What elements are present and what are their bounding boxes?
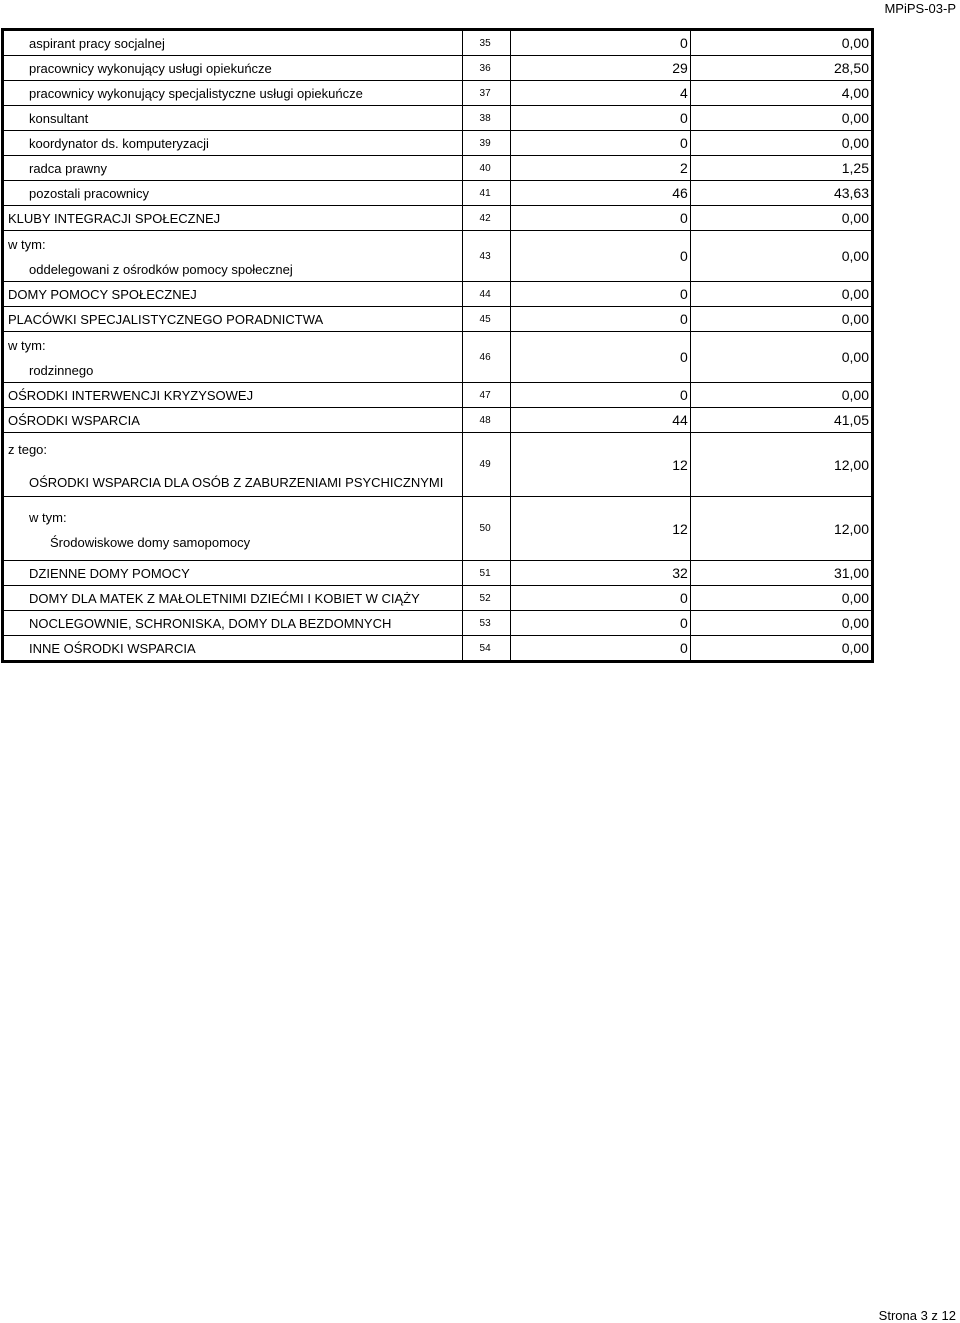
row-number: 37 xyxy=(462,81,510,106)
table-row xyxy=(4,206,872,231)
row-count: 0 xyxy=(510,231,690,282)
table-row xyxy=(4,81,872,106)
row-label-cell xyxy=(4,561,463,586)
row-label: OŚRODKI WSPARCIA xyxy=(8,412,140,428)
row-fte: 41,05 xyxy=(690,408,871,433)
row-fte: 0,00 xyxy=(690,106,871,131)
row-label-cell xyxy=(4,636,463,661)
row-number: 46 xyxy=(462,332,510,383)
row-count: 12 xyxy=(510,433,690,497)
row-fte: 0,00 xyxy=(690,383,871,408)
row-label: pracownicy wykonujący usługi opiekuńcze xyxy=(29,60,272,76)
table-row xyxy=(4,433,872,497)
table-row xyxy=(4,31,872,56)
row-label: pozostali pracownicy xyxy=(29,185,149,201)
row-number: 40 xyxy=(462,156,510,181)
row-count: 0 xyxy=(510,611,690,636)
row-fte: 12,00 xyxy=(690,497,871,561)
row-fte: 28,50 xyxy=(690,56,871,81)
row-label-cell xyxy=(4,156,463,181)
row-label-cell xyxy=(4,231,463,282)
row-prefix: w tym: xyxy=(8,237,46,252)
table-row xyxy=(4,332,872,383)
row-label: OŚRODKI WSPARCIA DLA OSÓB Z ZABURZENIAMI PSYCHICZNYMI xyxy=(29,474,444,490)
row-number: 52 xyxy=(462,586,510,611)
row-number: 48 xyxy=(462,408,510,433)
row-fte: 0,00 xyxy=(690,131,871,156)
table-row xyxy=(4,307,872,332)
row-count: 4 xyxy=(510,81,690,106)
row-fte: 0,00 xyxy=(690,31,871,56)
row-number: 36 xyxy=(462,56,510,81)
row-number: 50 xyxy=(462,497,510,561)
row-label: KLUBY INTEGRACJI SPOŁECZNEJ xyxy=(8,210,221,226)
row-label-cell xyxy=(4,81,463,106)
row-fte: 0,00 xyxy=(690,586,871,611)
row-count: 2 xyxy=(510,156,690,181)
row-label-cell xyxy=(4,181,463,206)
row-fte: 1,25 xyxy=(690,156,871,181)
row-label-cell xyxy=(4,408,463,433)
table-row xyxy=(4,586,872,611)
row-number: 39 xyxy=(462,131,510,156)
row-label-cell xyxy=(4,31,463,56)
row-count: 32 xyxy=(510,561,690,586)
table-row xyxy=(4,561,872,586)
row-count: 0 xyxy=(510,586,690,611)
row-count: 0 xyxy=(510,31,690,56)
row-fte: 0,00 xyxy=(690,282,871,307)
table-row xyxy=(4,131,872,156)
row-count: 0 xyxy=(510,282,690,307)
row-prefix: z tego: xyxy=(8,441,48,457)
row-number: 38 xyxy=(462,106,510,131)
row-label-cell xyxy=(4,106,463,131)
row-number: 54 xyxy=(462,636,510,661)
table-row xyxy=(4,231,872,282)
row-fte: 0,00 xyxy=(690,307,871,332)
row-count: 29 xyxy=(510,56,690,81)
table-row xyxy=(4,156,872,181)
row-label: Środowiskowe domy samopomocy xyxy=(50,534,251,550)
row-label-cell xyxy=(4,332,463,383)
row-fte: 31,00 xyxy=(690,561,871,586)
row-label: OŚRODKI INTERWENCJI KRYZYSOWEJ xyxy=(8,387,254,403)
row-number: 45 xyxy=(462,307,510,332)
table-row xyxy=(4,383,872,408)
row-label: oddelegowani z ośrodków pomocy społecznej xyxy=(29,262,293,277)
table-row xyxy=(4,106,872,131)
row-number: 53 xyxy=(462,611,510,636)
table-row xyxy=(4,282,872,307)
row-label: PLACÓWKI SPECJALISTYCZNEGO PORADNICTWA xyxy=(8,311,324,327)
row-number: 42 xyxy=(462,206,510,231)
row-count: 46 xyxy=(510,181,690,206)
row-number: 47 xyxy=(462,383,510,408)
row-label: DOMY DLA MATEK Z MAŁOLETNIMI DZIEĆMI I KOBIET W CIĄŻY xyxy=(29,590,420,606)
row-fte: 43,63 xyxy=(690,181,871,206)
row-fte: 12,00 xyxy=(690,433,871,497)
table-row xyxy=(4,611,872,636)
row-label: radca prawny xyxy=(29,160,108,176)
row-label-cell xyxy=(4,586,463,611)
row-count: 0 xyxy=(510,131,690,156)
row-fte: 4,00 xyxy=(690,81,871,106)
staff-table xyxy=(1,28,874,663)
row-count: 0 xyxy=(510,307,690,332)
row-count: 0 xyxy=(510,636,690,661)
row-label-cell xyxy=(4,206,463,231)
row-label: DZIENNE DOMY POMOCY xyxy=(29,565,190,581)
row-label-cell xyxy=(4,282,463,307)
row-count: 0 xyxy=(510,106,690,131)
row-label: koordynator ds. komputeryzacji xyxy=(29,135,209,151)
row-number: 44 xyxy=(462,282,510,307)
row-prefix: w tym: xyxy=(29,509,67,525)
table-row xyxy=(4,181,872,206)
row-label-cell xyxy=(4,433,463,497)
row-label: aspirant pracy socjalnej xyxy=(29,35,165,51)
row-label: rodzinnego xyxy=(29,363,94,378)
row-label: pracownicy wykonujący specjalistyczne usługi opiekuńcze xyxy=(29,85,363,101)
row-number: 35 xyxy=(462,31,510,56)
form-code: MPiPS-03-P xyxy=(884,1,956,16)
row-label-cell xyxy=(4,56,463,81)
table-row xyxy=(4,636,872,661)
row-prefix: w tym: xyxy=(8,338,46,353)
row-number: 51 xyxy=(462,561,510,586)
row-count: 12 xyxy=(510,497,690,561)
row-label: DOMY POMOCY SPOŁECZNEJ xyxy=(8,286,197,302)
row-fte: 0,00 xyxy=(690,636,871,661)
table-row xyxy=(4,497,872,561)
row-label-cell xyxy=(4,307,463,332)
table-row xyxy=(4,408,872,433)
page-footer: Strona 3 z 12 xyxy=(878,1308,956,1323)
row-fte: 0,00 xyxy=(690,611,871,636)
row-label: NOCLEGOWNIE, SCHRONISKA, DOMY DLA BEZDOMNYCH xyxy=(29,615,392,631)
row-number: 49 xyxy=(462,433,510,497)
table-row xyxy=(4,56,872,81)
row-label-cell xyxy=(4,383,463,408)
row-label: INNE OŚRODKI WSPARCIA xyxy=(29,640,196,656)
row-fte: 0,00 xyxy=(690,231,871,282)
row-count: 0 xyxy=(510,383,690,408)
row-label-cell xyxy=(4,611,463,636)
row-label: konsultant xyxy=(29,110,89,126)
row-count: 0 xyxy=(510,332,690,383)
row-fte: 0,00 xyxy=(690,206,871,231)
row-fte: 0,00 xyxy=(690,332,871,383)
row-number: 41 xyxy=(462,181,510,206)
row-label-cell xyxy=(4,497,463,561)
row-count: 44 xyxy=(510,408,690,433)
row-number: 43 xyxy=(462,231,510,282)
row-count: 0 xyxy=(510,206,690,231)
row-label-cell xyxy=(4,131,463,156)
